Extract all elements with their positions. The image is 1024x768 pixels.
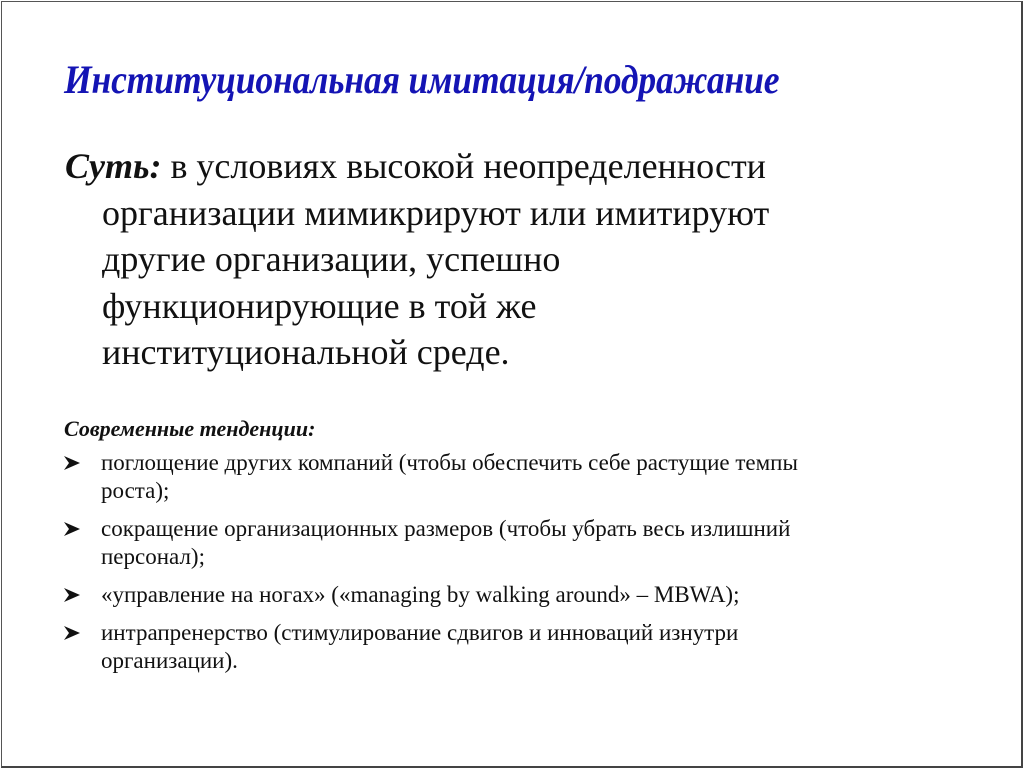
arrowhead-bullet-icon xyxy=(64,619,84,647)
essence-text: в условиях высокой неопределенности xyxy=(161,146,766,186)
essence-line-1 xyxy=(65,143,945,190)
slide-title: Институциональная имитация/подражание xyxy=(64,57,780,102)
trend-text-line: роста); xyxy=(101,478,170,503)
list-item xyxy=(64,581,984,609)
trend-text-line: сокращение организационных размеров (чтобы убрать весь излишний xyxy=(101,516,791,541)
list-item xyxy=(64,449,984,505)
essence-line-2: организации мимикрируют или имитируют xyxy=(102,192,770,233)
essence-line-3: другие организации, успешно xyxy=(102,239,561,279)
trend-text-line: организации). xyxy=(101,648,238,673)
trend-text-line: поглощение других компаний (чтобы обеспечить себе растущие темпы xyxy=(101,450,798,475)
arrowhead-bullet-icon xyxy=(64,449,84,477)
trends-section xyxy=(64,415,984,685)
essence-label: Суть: xyxy=(65,146,162,186)
slide xyxy=(1,1,1023,768)
trend-list xyxy=(64,449,984,675)
essence-line-5: институциональной среде. xyxy=(102,332,510,372)
trend-text-line: персонал); xyxy=(101,544,205,569)
arrowhead-bullet-icon xyxy=(64,581,84,609)
trend-text-line: интрапренерство (стимулирование сдвигов и инноваций изнутри xyxy=(101,620,739,645)
trend-text-line: «управление на ногах» («managing by walking around» – MBWA); xyxy=(101,582,740,607)
trends-heading: Современные тенденции: xyxy=(64,416,316,441)
arrowhead-bullet-icon xyxy=(64,515,84,543)
list-item xyxy=(64,515,984,571)
essence-paragraph xyxy=(65,143,945,376)
essence-line-4: функционирующие в той же xyxy=(102,285,537,326)
list-item xyxy=(64,619,984,675)
